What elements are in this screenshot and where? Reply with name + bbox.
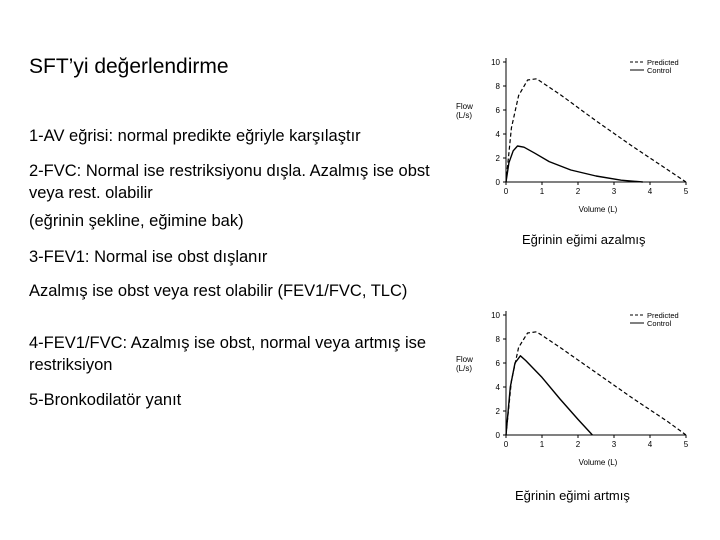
y-tick-label: 10 xyxy=(491,311,500,320)
x-tick-label: 0 xyxy=(503,440,509,449)
flow-volume-chart-1 xyxy=(450,50,710,220)
x-axis-label: Volume (L) xyxy=(578,458,618,467)
x-tick-label: 2 xyxy=(575,440,581,449)
y-tick-label: 8 xyxy=(495,82,500,91)
x-tick-label: 3 xyxy=(611,440,617,449)
x-tick-label: 1 xyxy=(539,440,545,449)
x-tick-label: 4 xyxy=(647,440,653,449)
chart-1-caption: Eğrinin eğimi azalmış xyxy=(522,232,646,247)
series-control-line xyxy=(506,146,643,182)
x-axis-label: Volume (L) xyxy=(578,205,618,214)
y-axis-label-line1: Flow xyxy=(456,354,473,364)
y-tick-label: 0 xyxy=(495,178,500,187)
bullet-5: Azalmış ise obst veya rest olabilir (FEV1/FVC, TLC) xyxy=(29,282,408,300)
y-tick-label: 8 xyxy=(495,335,500,344)
x-tick-label: 3 xyxy=(611,187,617,196)
x-tick-label: 0 xyxy=(503,187,509,196)
x-tick-label: 2 xyxy=(575,187,581,196)
flow-volume-chart-2 xyxy=(450,303,710,473)
legend-label-predicted: Predicted xyxy=(647,58,679,67)
bullet-2: 2-FVC: Normal ise restriksiyonu dışla. Azalmış ise obst veya rest. olabilir xyxy=(29,162,430,202)
y-axis-label-line2: (L/s) xyxy=(456,110,472,120)
x-tick-label: 5 xyxy=(683,440,689,449)
x-tick-label: 4 xyxy=(647,187,653,196)
slide-title: SFT’yi değerlendirme xyxy=(29,55,229,78)
bullet-3: (eğrinin şekline, eğimine bak) xyxy=(29,212,244,230)
series-predicted-line xyxy=(506,79,686,182)
y-tick-label: 4 xyxy=(495,130,500,139)
y-tick-label: 4 xyxy=(495,383,500,392)
bullet-6: 4-FEV1/FVC: Azalmış ise obst, normal veya artmış ise restriksiyon xyxy=(29,334,427,374)
y-tick-label: 2 xyxy=(495,154,500,163)
y-axis-label-line1: Flow xyxy=(456,101,473,111)
bullet-1: 1-AV eğrisi: normal predikte eğriyle karşılaştır xyxy=(29,127,361,145)
x-tick-label: 1 xyxy=(539,187,545,196)
bullet-4: 3-FEV1: Normal ise obst dışlanır xyxy=(29,248,268,266)
x-tick-label: 5 xyxy=(683,187,689,196)
series-predicted-line xyxy=(506,332,686,435)
y-axis-label-line2: (L/s) xyxy=(456,363,472,373)
series-control-line xyxy=(506,356,592,435)
legend-label-control: Control xyxy=(647,66,672,75)
y-tick-label: 10 xyxy=(491,58,500,67)
y-tick-label: 2 xyxy=(495,407,500,416)
legend-label-predicted: Predicted xyxy=(647,311,679,320)
y-tick-label: 6 xyxy=(495,106,500,115)
y-tick-label: 0 xyxy=(495,431,500,440)
y-tick-label: 6 xyxy=(495,359,500,368)
bullet-7: 5-Bronkodilatör yanıt xyxy=(29,391,182,409)
chart-2-caption: Eğrinin eğimi artmış xyxy=(515,488,630,503)
legend-label-control: Control xyxy=(647,319,672,328)
